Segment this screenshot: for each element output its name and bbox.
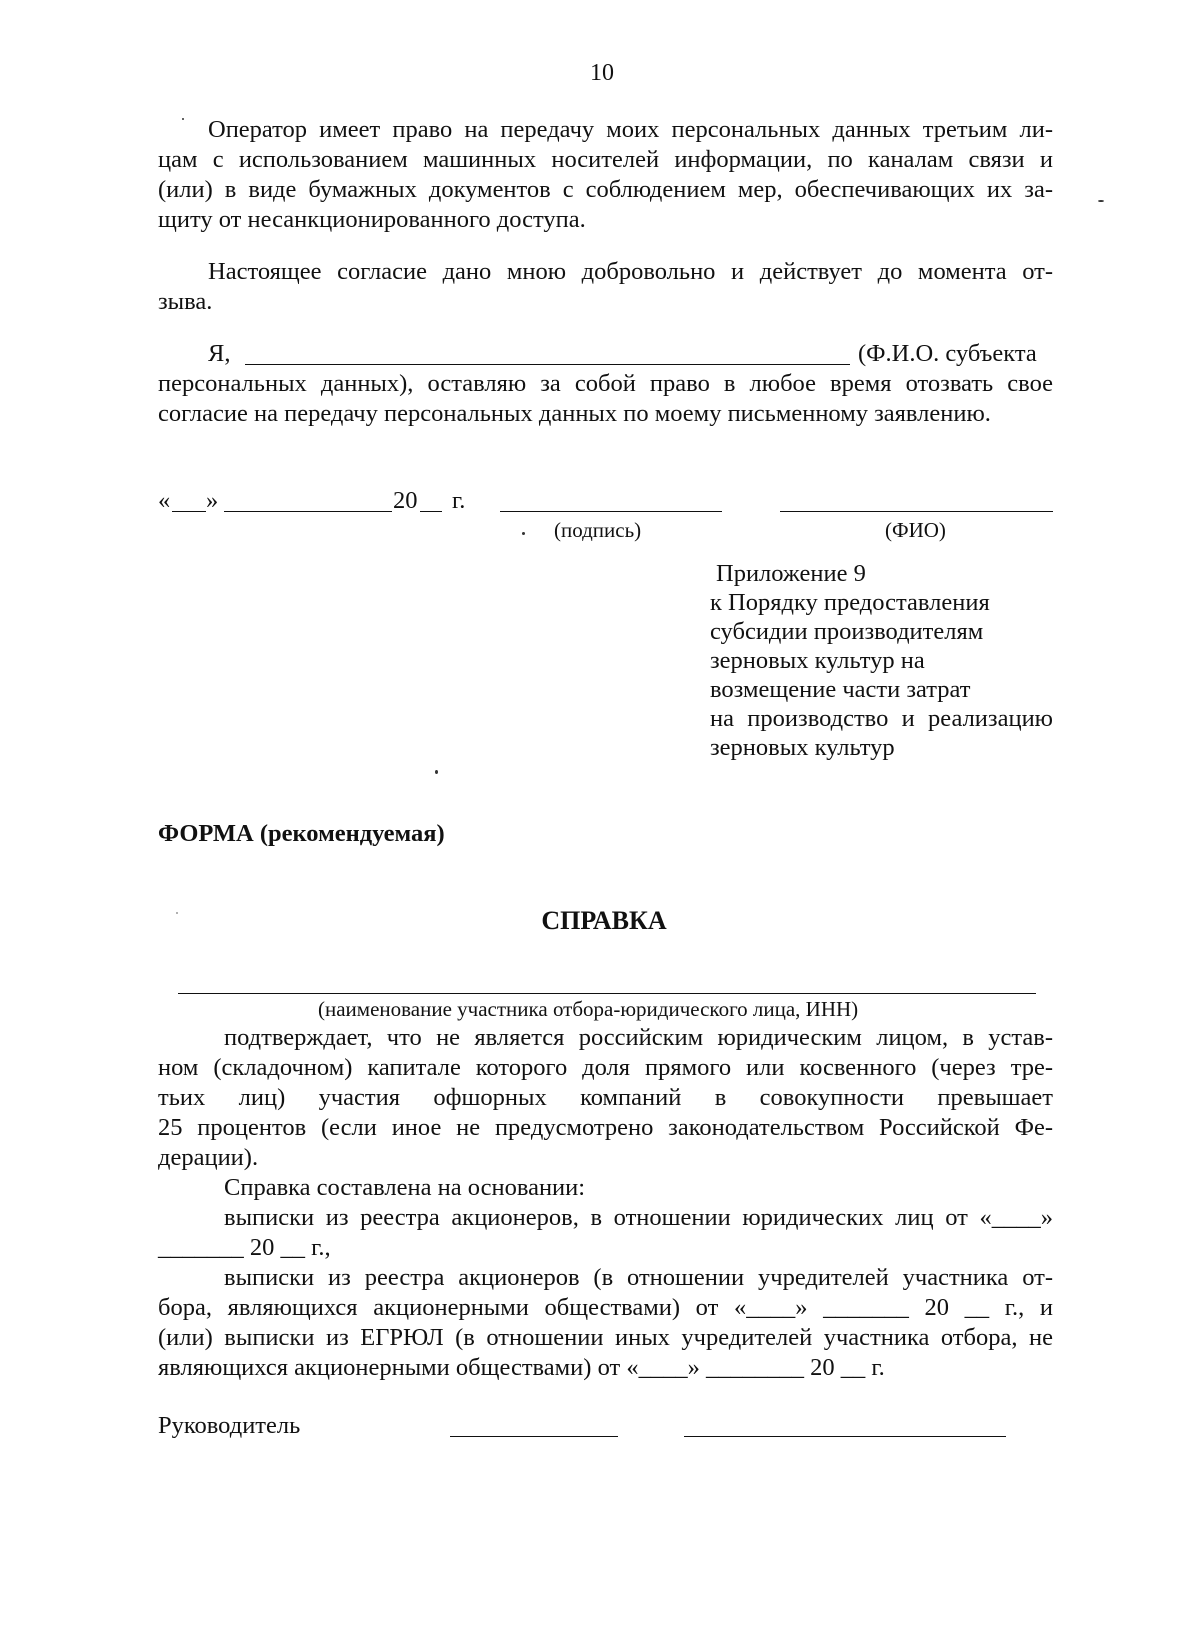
consent-p3-line: персональных данных), оставляю за собой право в любое время отозвать свое <box>158 370 1053 397</box>
consent-p1-line: Оператор имеет право на передачу моих персональных данных третьим ли- <box>208 116 1053 143</box>
basis-item2-line: являющихся акционерными обществами) от «____» ________ 20 __ г. <box>158 1354 885 1381</box>
page-number: 10 <box>590 60 614 86</box>
fio-line <box>780 511 1053 512</box>
appendix-line: к Порядку предоставления <box>710 589 990 616</box>
participant-name-line <box>178 993 1036 994</box>
date-year-suffix: г. <box>452 487 466 514</box>
scan-speck <box>1098 200 1104 202</box>
consent-p3-line: согласие на передачу персональных данных по моему письменному заявлению. <box>158 400 991 427</box>
head-signature-line <box>450 1436 618 1437</box>
signature-line <box>500 511 722 512</box>
consent-p3-start: Я, <box>208 340 231 367</box>
appendix-line: на производство и реализацию <box>710 705 1053 732</box>
basis-item2-line: (или) выписки из ЕГРЮЛ (в отношении иных учредителей участника отбора, не <box>158 1324 1053 1351</box>
statement-line: дерации). <box>158 1144 259 1171</box>
consent-p2-line: Настоящее согласие дано мною добровольно и действует до момента от- <box>208 258 1053 285</box>
basis-item2-line: бора, являющихся акционерными обществами) от «____» _______ 20 __ г., и <box>158 1294 1053 1321</box>
date-month-line <box>224 511 392 512</box>
statement-line: тьих лиц) участия офшорных компаний в совокупности превышает <box>158 1084 1053 1111</box>
consent-p1-line: цам с использованием машинных носителей информации, по каналам связи и <box>158 146 1053 173</box>
document-title: СПРАВКА <box>541 906 667 935</box>
statement-line: ном (складочном) капитале которого доля прямого или косвенного (через тре- <box>158 1054 1053 1081</box>
scan-speck <box>522 532 525 535</box>
appendix-line: Приложение 9 <box>716 560 866 587</box>
basis-intro: Справка составлена на основании: <box>224 1174 586 1201</box>
statement-line: подтверждает, что не является российским юридическим лицом, в устав- <box>224 1024 1053 1051</box>
appendix-line: зерновых культур на <box>710 647 925 674</box>
basis-item1-line: _______ 20 __ г., <box>158 1234 331 1261</box>
appendix-line: зерновых культур <box>710 734 895 761</box>
statement-line: 25 процентов (если иное не предусмотрено законодательством Российской Фе- <box>158 1114 1053 1141</box>
basis-item1-line: выписки из реестра акционеров, в отношении юридических лиц от «____» <box>224 1204 1053 1231</box>
form-label: ФОРМА (рекомендуемая) <box>158 820 445 847</box>
appendix-line: субсидии производителям <box>710 618 984 645</box>
fio-subject-line <box>245 364 850 365</box>
date-open-quote: « <box>158 487 171 514</box>
scan-speck <box>435 770 438 774</box>
scan-speck <box>182 118 184 120</box>
consent-p1-line: щиту от несанкционированного доступа. <box>158 206 586 233</box>
signature-caption: (подпись) <box>554 518 642 542</box>
participant-caption: (наименование участника отбора-юридического лица, ИНН) <box>318 997 859 1021</box>
consent-p2-line: зыва. <box>158 288 213 315</box>
fio-caption: (ФИО) <box>885 518 946 542</box>
date-year-line <box>420 511 442 512</box>
consent-p1-line: (или) в виде бумажных документов с соблюдением мер, обеспечивающих их за- <box>158 176 1053 203</box>
date-year-prefix: 20 <box>393 487 418 514</box>
head-label: Руководитель <box>158 1412 301 1439</box>
date-day-line <box>172 511 206 512</box>
appendix-line: возмещение части затрат <box>710 676 971 703</box>
consent-p3-end: (Ф.И.О. субъекта <box>858 340 1037 367</box>
date-close-quote: » <box>206 487 219 514</box>
head-fio-line <box>684 1436 1006 1437</box>
basis-item2-line: выписки из реестра акционеров (в отношении учредителей участника от- <box>224 1264 1053 1291</box>
scan-speck <box>176 912 178 914</box>
